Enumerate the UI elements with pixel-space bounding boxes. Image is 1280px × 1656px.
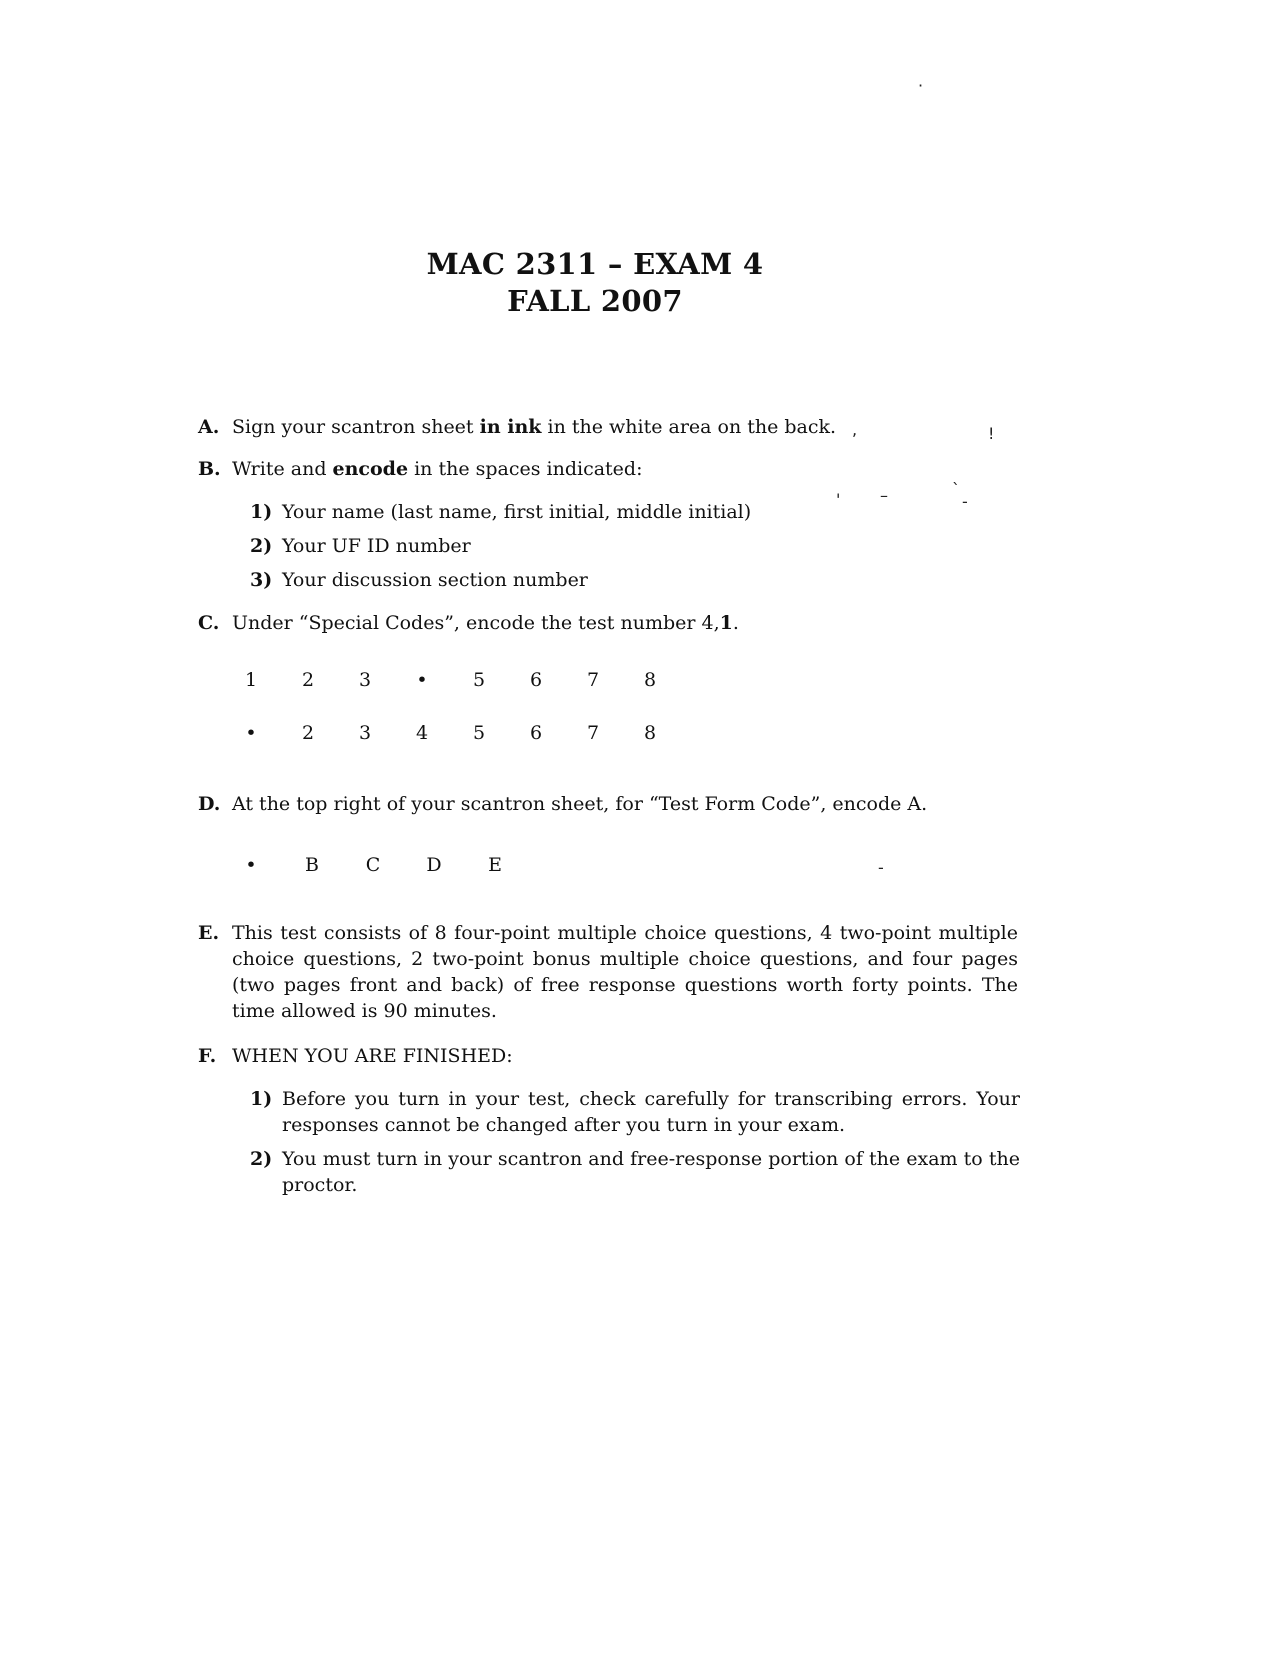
instruction-b-marker: B. (198, 458, 221, 480)
instruction-a-text (232, 414, 1018, 440)
special-code-bubble: 8 (643, 669, 657, 691)
instruction-e-text: This test consists of 8 four-point multiple choice questions, 4 two-point multiple choice questions, 2 two-point bonus multiple choice questions, and four pages (two pages front and back) of free response questions worth forty points. The time allowed is 90 minutes. (232, 922, 1018, 1022)
special-code-bubble-filled: • (245, 722, 257, 744)
scan-speck: , (852, 420, 858, 439)
instruction-d-text: At the top right of your scantron sheet, for “Test Form Code”, encode A. (232, 793, 928, 815)
instruction-f-item-number: 2) (250, 1148, 273, 1170)
instruction-b-item-number: 2) (250, 535, 273, 557)
special-code-bubble: 2 (301, 722, 315, 744)
scan-speck: ` (952, 480, 960, 499)
instruction-b-item-number: 1) (250, 501, 273, 523)
instruction-f-marker: F. (198, 1045, 217, 1067)
instruction-b (198, 456, 1018, 482)
instruction-a-text-start: Sign your scantron sheet (232, 416, 480, 438)
scan-speck: - (878, 858, 884, 877)
instruction-a-text-end: in the white area on the back. (541, 416, 837, 438)
special-code-bubble: 6 (529, 722, 543, 744)
special-code-bubble: 3 (358, 669, 372, 691)
special-code-bubble-filled: • (416, 669, 428, 691)
form-code-bubble-filled: • (245, 854, 257, 876)
instruction-c-text (232, 610, 1018, 636)
instruction-f-item (250, 1146, 1020, 1198)
instruction-b-item (250, 533, 1020, 559)
instruction-b-text-start: Write and (232, 458, 333, 480)
special-code-bubble: 5 (472, 669, 486, 691)
instruction-b-text-end: in the spaces indicated: (408, 458, 643, 480)
scan-speck: - (962, 492, 968, 511)
special-code-bubble: 6 (529, 669, 543, 691)
instruction-b-text (232, 456, 1018, 482)
form-code-bubble: B (305, 854, 319, 876)
instruction-c-marker: C. (198, 612, 220, 634)
instruction-b-item (250, 567, 1020, 593)
instruction-f-item-text: You must turn in your scantron and free-response portion of the exam to the proctor. (282, 1148, 1020, 1196)
instruction-a-bold: in ink (479, 416, 542, 438)
instruction-d-marker: D. (198, 793, 221, 815)
instruction-d (198, 791, 1018, 817)
form-code-bubble: D (426, 854, 442, 876)
special-code-bubble: 7 (586, 669, 600, 691)
special-code-bubble: 4 (415, 722, 429, 744)
special-code-bubble: 5 (472, 722, 486, 744)
instruction-a (198, 414, 1018, 440)
instruction-c-text-start: Under “Special Codes”, encode the test number 4, (232, 612, 720, 634)
instruction-b-item (250, 499, 1020, 525)
exam-title-line1: MAC 2311 – EXAM 4 (426, 247, 764, 281)
special-code-bubble: 8 (643, 722, 657, 744)
instruction-b-item-number: 3) (250, 569, 273, 591)
special-code-bubble: 1 (244, 669, 258, 691)
instruction-f-text: WHEN YOU ARE FINISHED: (232, 1045, 513, 1067)
instruction-b-bold: encode (332, 458, 409, 480)
instruction-e-marker: E. (198, 922, 220, 944)
special-code-bubble: 7 (586, 722, 600, 744)
scan-speck: ! (988, 424, 995, 443)
scan-speck: · (918, 76, 924, 95)
special-code-bubble: 2 (301, 669, 315, 691)
instruction-f (198, 1043, 1018, 1069)
exam-title (0, 246, 1190, 320)
form-code-bubble: E (488, 854, 502, 876)
instruction-b-item-text: Your name (last name, first initial, middle initial) (282, 501, 752, 523)
instruction-f-item-text: Before you turn in your test, check carefully for transcribing errors. Your responses cannot be changed after you turn in your exam. (282, 1088, 1020, 1136)
special-code-bubble: 3 (358, 722, 372, 744)
exam-title-line2: FALL 2007 (507, 284, 683, 318)
form-code-bubble: C (365, 854, 381, 876)
instruction-c-bold: 1 (719, 612, 733, 634)
instruction-b-item-text: Your discussion section number (282, 569, 588, 591)
scan-speck: ' (836, 490, 841, 509)
scan-speck: – (880, 486, 888, 505)
instruction-b-item-text: Your UF ID number (282, 535, 471, 557)
instruction-f-item (250, 1086, 1020, 1138)
instruction-c (198, 610, 1018, 636)
instruction-a-marker: A. (198, 416, 220, 438)
instruction-e (198, 920, 1018, 1024)
instruction-f-item-number: 1) (250, 1088, 273, 1110)
instruction-c-text-end: . (732, 612, 739, 634)
